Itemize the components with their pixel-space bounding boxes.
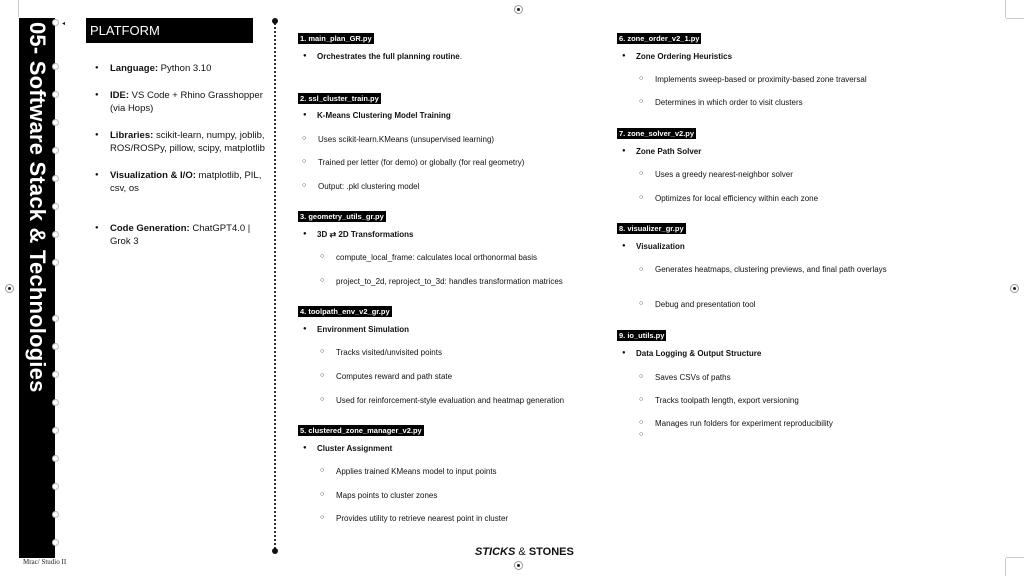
section-title: 2. ssl_cluster_train.py xyxy=(300,94,379,103)
registration-mark-icon xyxy=(1010,284,1019,293)
platform-item xyxy=(95,222,265,248)
item-label: IDE: xyxy=(110,90,129,101)
section-bullet: ● K-Means Clustering Model Training xyxy=(298,111,451,120)
sub-bullet: ○ Manages run folders for experiment reproducibility xyxy=(639,419,833,428)
ring-mark xyxy=(52,315,59,322)
item-label: Language: xyxy=(110,63,159,74)
section-title: 7. zone_solver_v2.py xyxy=(619,129,695,138)
ring-mark xyxy=(52,91,59,98)
sub-bullet: ○ Tracks visited/unvisited points xyxy=(320,348,442,357)
ring-mark xyxy=(52,427,59,434)
ring-mark xyxy=(52,259,59,266)
sub-bullet: ○ Optimizes for local efficiency within each zone xyxy=(639,194,818,203)
section-title: 1. main_plan_GR.py xyxy=(300,34,372,43)
bullet-text: Orchestrates the full planning routine xyxy=(317,52,460,61)
section-title: 3. geometry_utils_gr.py xyxy=(300,212,384,221)
registration-mark-icon xyxy=(514,561,523,570)
sub-bullet: ○ Generates heatmaps, clustering previews, and final path overlays xyxy=(639,264,890,276)
brand-logo-text xyxy=(475,546,574,558)
brand-part2: STONES xyxy=(528,546,574,558)
item-text: ChatGPT4.0 | Grok 3 xyxy=(110,223,251,247)
ring-mark xyxy=(52,231,59,238)
section-title: 6. zone_order_v2_1.py xyxy=(619,34,700,43)
platform-item xyxy=(95,89,265,115)
sub-bullet: ○ project_to_2d, reproject_to_3d: handles transformation matrices xyxy=(320,277,563,286)
registration-mark-icon xyxy=(5,284,14,293)
sub-bullet: ○ Applies trained KMeans model to input points xyxy=(320,467,497,476)
ring-mark xyxy=(52,119,59,126)
platform-item xyxy=(95,169,265,195)
section-bullet: ● Cluster Assignment xyxy=(298,444,392,453)
divider-endpoint xyxy=(272,548,278,554)
crop-mark xyxy=(18,0,19,17)
section-title: 8. visualizer_gr.py xyxy=(619,224,684,233)
sub-bullet: ○ compute_local_frame: calculates local orthonormal basis xyxy=(320,253,537,262)
item-label: Code Generation: xyxy=(110,223,190,234)
sub-bullet: ○ Implements sweep-based or proximity-based zone traversal xyxy=(639,75,867,84)
section-bullet: ● Zone Path Solver xyxy=(617,147,701,156)
section-bullet: ● Visualization xyxy=(617,242,685,251)
sub-bullet: ○ Determines in which order to visit clusters xyxy=(639,98,803,107)
item-text: matplotlib, PIL, csv, os xyxy=(110,170,262,194)
sub-bullet: ○ Uses a greedy nearest-neighbor solver xyxy=(639,170,793,179)
ring-mark xyxy=(52,483,59,490)
sub-bullet: ○ Output: .pkl clustering model xyxy=(302,182,419,191)
sub-bullet: ○ Used for reinforcement-style evaluation and heatmap generation xyxy=(320,396,564,405)
ring-mark xyxy=(52,539,59,546)
ring-mark xyxy=(52,511,59,518)
ring-mark xyxy=(52,175,59,182)
section-bullet: ● Data Logging & Output Structure xyxy=(617,349,761,358)
item-text: VS Code + Rhino Grasshopper (via Hops) xyxy=(110,90,263,114)
ring-mark xyxy=(52,63,59,70)
slide-title: 05- Software Stack & Technologies xyxy=(25,22,50,393)
sub-bullet: ○ Saves CSVs of paths xyxy=(639,373,731,382)
sub-bullet: ○ Provides utility to retrieve nearest point in cluster xyxy=(320,514,508,523)
crop-mark xyxy=(1005,558,1006,576)
crop-mark xyxy=(1005,0,1006,18)
ring-mark xyxy=(52,203,59,210)
section-bullet: ● Zone Ordering Heuristics xyxy=(617,52,732,61)
ring-mark xyxy=(52,455,59,462)
platform-item xyxy=(95,62,265,75)
ring-mark xyxy=(52,147,59,154)
sub-bullet: ○ Trained per letter (for demo) or globally (for real geometry) xyxy=(302,158,524,167)
sub-bullet: ○ Debug and presentation tool xyxy=(639,300,756,309)
sub-bullet: ○ Computes reward and path state xyxy=(320,372,452,381)
bullet-suffix: . xyxy=(459,52,462,61)
sub-bullet: ○ Tracks toolpath length, export versioning xyxy=(639,396,799,405)
divider-endpoint xyxy=(272,18,278,24)
brand-part1: STICKS xyxy=(475,546,516,558)
platform-item xyxy=(95,129,265,155)
sub-bullet: ○ Uses scikit-learn.KMeans (unsupervised learning) xyxy=(302,135,494,144)
section-title: 4. toolpath_env_v2_gr.py xyxy=(300,307,390,316)
dotted-divider xyxy=(274,20,276,552)
platform-list xyxy=(95,62,265,248)
brand-amp: & xyxy=(518,546,526,558)
registration-mark-icon xyxy=(514,5,523,14)
ring-mark xyxy=(52,343,59,350)
footer-studio-label: Mrac/ Studio II xyxy=(23,558,67,566)
item-label: Libraries: xyxy=(110,130,154,141)
section-title: 9. io_utils.py xyxy=(619,331,665,340)
platform-heading: PLATFORM xyxy=(86,18,253,43)
arrow-left-icon: ◂ xyxy=(62,21,66,27)
crop-mark xyxy=(1006,18,1024,19)
ring-mark xyxy=(52,19,59,26)
item-text: Python 3.10 xyxy=(160,63,212,74)
section-title: 5. clustered_zone_manager_v2.py xyxy=(300,426,422,435)
section-bullet: ● Environment Simulation xyxy=(298,325,409,334)
item-text: scikit-learn, numpy, joblib, ROS/ROSPy, pillow, scipy, matplotlib xyxy=(110,130,265,154)
ring-mark xyxy=(52,399,59,406)
crop-mark xyxy=(1006,557,1024,558)
item-label: Visualization & I/O: xyxy=(110,170,196,181)
section-bullet xyxy=(298,52,462,61)
sub-bullet: ○ Maps points to cluster zones xyxy=(320,491,437,500)
section-bullet: ● 3D ⇄ 2D Transformations xyxy=(298,230,414,239)
ring-mark xyxy=(52,371,59,378)
